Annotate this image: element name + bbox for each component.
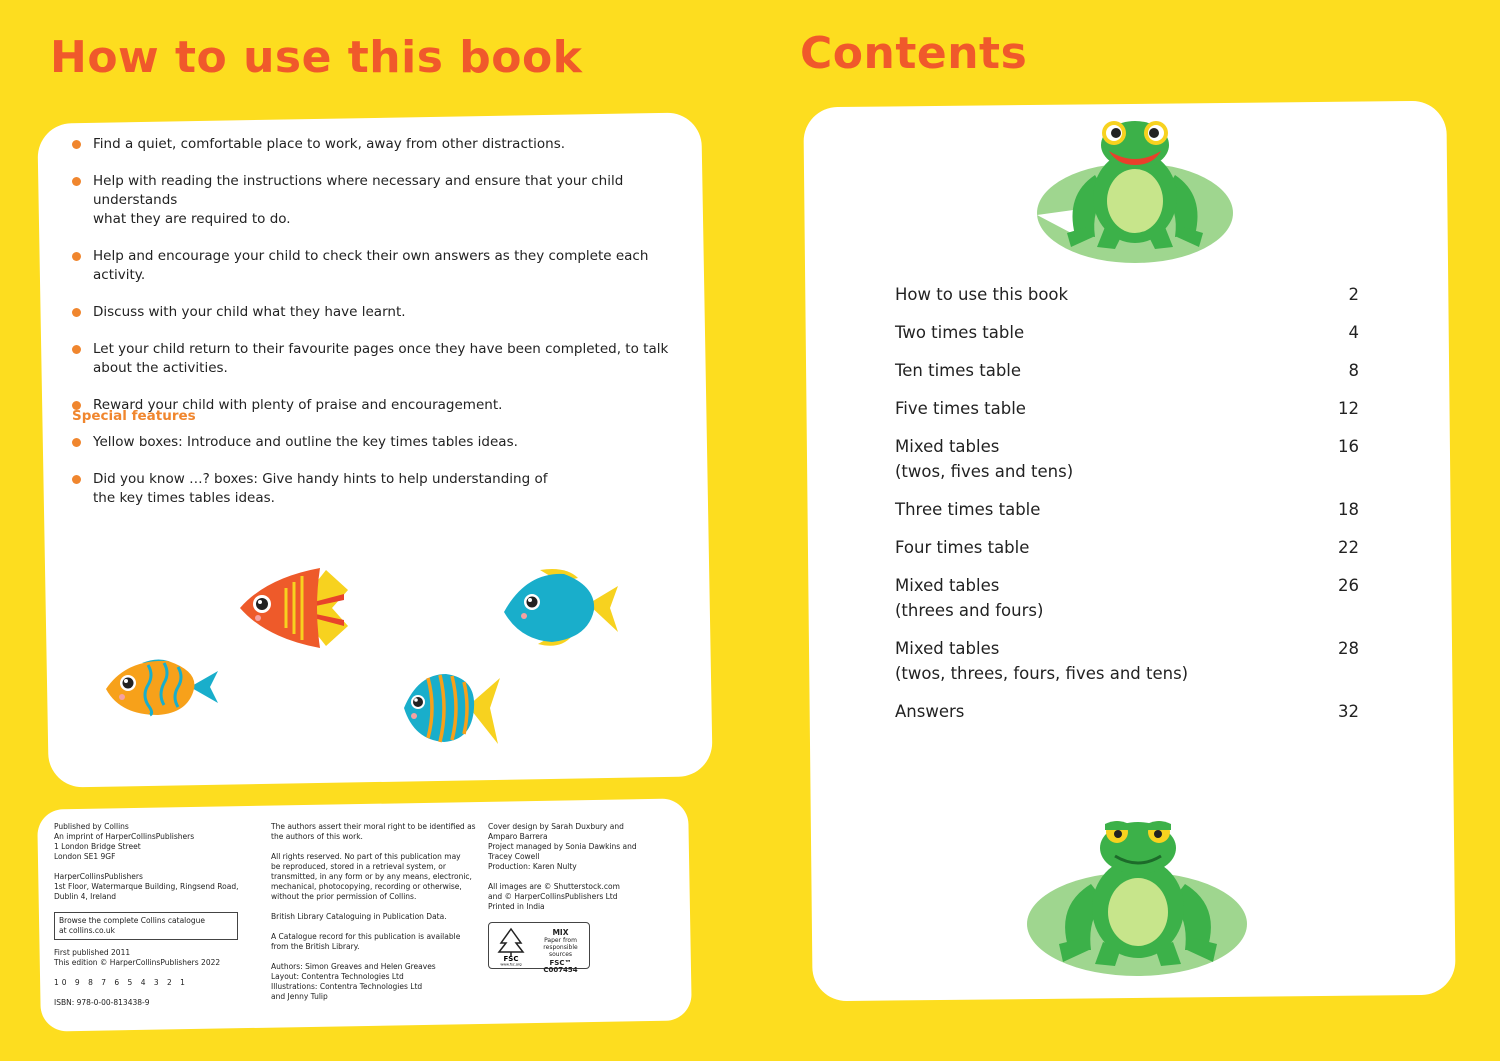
contents-page-number: 28 [1338,639,1359,658]
text-line: All images are © Shutterstock.com [488,882,620,891]
contents-title [895,358,1021,383]
contents-page-number: 4 [1348,323,1359,342]
text-line: British Library Cataloguing in Publication Data. [271,912,447,921]
tip-item-text: Find a quiet, comfortable place to work, away from other distractions. [93,136,566,152]
text-line: without the prior permission of Collins. [271,892,417,901]
office-address [54,872,244,902]
feature-item-text: Yellow boxes: Introduce and outline the key times tables ideas. [93,434,518,450]
contents-row[interactable] [895,434,1359,484]
contents-page-number: 8 [1348,361,1359,380]
text-line: An imprint of HarperCollinsPublishers [54,832,195,841]
isbn: ISBN: 978-0-00-813438-9 [54,998,150,1007]
text-line: Layout: Contentra Technologies Ltd [271,972,404,981]
contents-row[interactable] [895,636,1359,686]
text-line: Project managed by Sonia Dawkins and [488,842,637,851]
text-line: This edition © HarperCollinsPublishers 2022 [54,958,221,967]
contents-title-line: (twos, threes, fours, fives and tens) [895,664,1189,683]
fsc-code: FSC™ C007454 [543,959,578,974]
imprint-column-rights [271,822,476,1012]
red-fish-icon [236,564,352,652]
fsc-text [533,929,588,974]
feature-item [72,470,552,508]
feature-item-text: the key times tables ideas. [93,490,275,506]
contents-title-line: Four times table [895,538,1030,557]
text-line: A Catalogue record for this publication is available [271,932,461,941]
text-line: Authors: Simon Greaves and Helen Greaves [271,962,436,971]
tip-item-text: Discuss with your child what they have learnt. [93,304,406,320]
text-line: First published 2011 [54,948,131,957]
text-line: 1st Floor, Watermarque Building, Ringsend Road, [54,882,239,891]
contents-title-line: Mixed tables [895,437,1000,456]
contents-title-line: Five times table [895,399,1026,418]
contents-title [895,699,964,724]
orange-fish-icon [102,655,222,719]
text-line: Published by Collins [54,822,129,831]
feature-item [72,433,552,452]
contents-page-number: 16 [1338,437,1359,456]
tips-list [72,135,672,433]
contents-title-line: (twos, fives and tens) [895,462,1074,481]
contents-page-number: 22 [1338,538,1359,557]
tip-item [72,135,672,154]
contents-title-line: Three times table [895,500,1041,519]
catalogue-record [271,932,476,952]
moral-rights [271,822,476,842]
fsc-desc-line: Paper from [544,937,577,944]
feature-item-text: Did you know …? boxes: Give handy hints to help understanding of [93,471,548,487]
contents-row[interactable] [895,396,1359,421]
text-line: at collins.co.uk [59,926,115,935]
all-rights-reserved [271,852,476,902]
contents-title [895,282,1068,307]
text-line: and © HarperCollinsPublishers Ltd [488,892,618,901]
contents-title-line: Two times table [895,323,1025,342]
text-line: the authors of this work. [271,832,363,841]
contents-title [895,320,1024,345]
publisher-address [54,822,244,862]
text-line: 1 London Bridge Street [54,842,141,851]
contents-title [895,434,1073,484]
contents-title [895,636,1188,686]
fsc-desc-line: responsible sources [543,944,578,958]
contents-page-number: 12 [1338,399,1359,418]
text-line: Dublin 4, Ireland [54,892,117,901]
text-line: and Jenny Tulip [271,992,328,1001]
contents-row[interactable] [895,320,1359,345]
contents-row[interactable] [895,358,1359,383]
fsc-logo-url: www.fsc.org [500,962,522,966]
striped-fish-icon [400,670,504,746]
contents-row[interactable] [895,535,1359,560]
text-line: mechanical, photocopying, recording or otherwise, [271,882,462,891]
tip-item [72,172,672,229]
contents-title [895,535,1029,560]
text-line: All rights reserved. No part of this publication may [271,852,461,861]
fsc-logo-icon [493,926,529,966]
credits [271,962,476,1002]
how-to-use-heading: How to use this book [50,32,583,83]
contents-title-line: Mixed tables [895,576,1000,595]
contents-row[interactable] [895,282,1359,307]
fsc-badge [488,922,590,974]
image-credits [488,882,648,912]
bullet-icon [72,252,81,261]
happy-frog-icon [1035,115,1235,267]
text-line: Tracey Cowell [488,852,540,861]
bullet-icon [72,308,81,317]
text-line: The authors assert their moral right to be identified as [271,822,476,831]
tip-item-text: Let your child return to their favourite pages once they have been completed, to talk [93,341,669,357]
smiling-frog-icon [1025,814,1251,978]
text-line: Browse the complete Collins catalogue [59,916,205,925]
contents-title-line: Ten times table [895,361,1022,380]
tip-item-text: about the activities. [93,360,228,376]
text-line: Cover design by Sarah Duxbury and [488,822,624,831]
bullet-icon [72,345,81,354]
tip-item [72,303,672,322]
text-line: be reproduced, stored in a retrieval system, or [271,862,446,871]
tip-item-text: Help with reading the instructions where necessary and ensure that your child understands [93,173,624,208]
text-line: Illustrations: Contentra Technologies Ltd [271,982,423,991]
bullet-icon [72,438,81,447]
contents-list [895,282,1359,737]
special-features-title: Special features [72,408,196,424]
contents-page-number: 2 [1348,285,1359,304]
fsc-logo-label: FSC [503,955,519,963]
text-line: from the British Library. [271,942,360,951]
text-line: Printed in India [488,902,545,911]
contents-page-number: 26 [1338,576,1359,595]
tip-item-text: Reward your child with plenty of praise and encouragement. [93,397,503,413]
design-credits [488,822,648,872]
fsc-mix: MIX [552,928,569,937]
text-line: Amparo Barrera [488,832,548,841]
contents-row[interactable] [895,699,1359,724]
cip-data [271,912,476,922]
contents-title-line: Mixed tables [895,639,1000,658]
text-line: transmitted, in any form or by any means, electronic, [271,872,472,881]
text-line: HarperCollinsPublishers [54,872,143,881]
contents-row[interactable] [895,497,1359,522]
blue-fish-icon [500,564,622,650]
bullet-icon [72,140,81,149]
tip-item [72,247,672,285]
imprint-column-publisher [54,822,244,1018]
print-line: 10 9 8 7 6 5 4 3 2 1 [54,978,188,987]
imprint-column-design [488,822,648,974]
text-line: London SE1 9GF [54,852,116,861]
tip-item-text: Help and encourage your child to check their own answers as they complete each activity. [93,248,649,283]
contents-heading: Contents [800,28,1028,79]
contents-row[interactable] [895,573,1359,623]
contents-title-line: Answers [895,702,965,721]
contents-title-line: How to use this book [895,285,1069,304]
contents-title-line: (threes and fours) [895,601,1044,620]
catalogue-link-box[interactable] [54,912,238,940]
bullet-icon [72,177,81,186]
tip-item [72,340,672,378]
contents-title [895,396,1026,421]
tip-item-text: what they are required to do. [93,211,291,227]
contents-page-number: 32 [1338,702,1359,721]
special-features-list [72,433,552,526]
text-line: Production: Karen Nulty [488,862,577,871]
contents-title [895,573,1043,623]
edition-info [54,948,244,968]
contents-page-number: 18 [1338,500,1359,519]
contents-title [895,497,1040,522]
bullet-icon [72,475,81,484]
